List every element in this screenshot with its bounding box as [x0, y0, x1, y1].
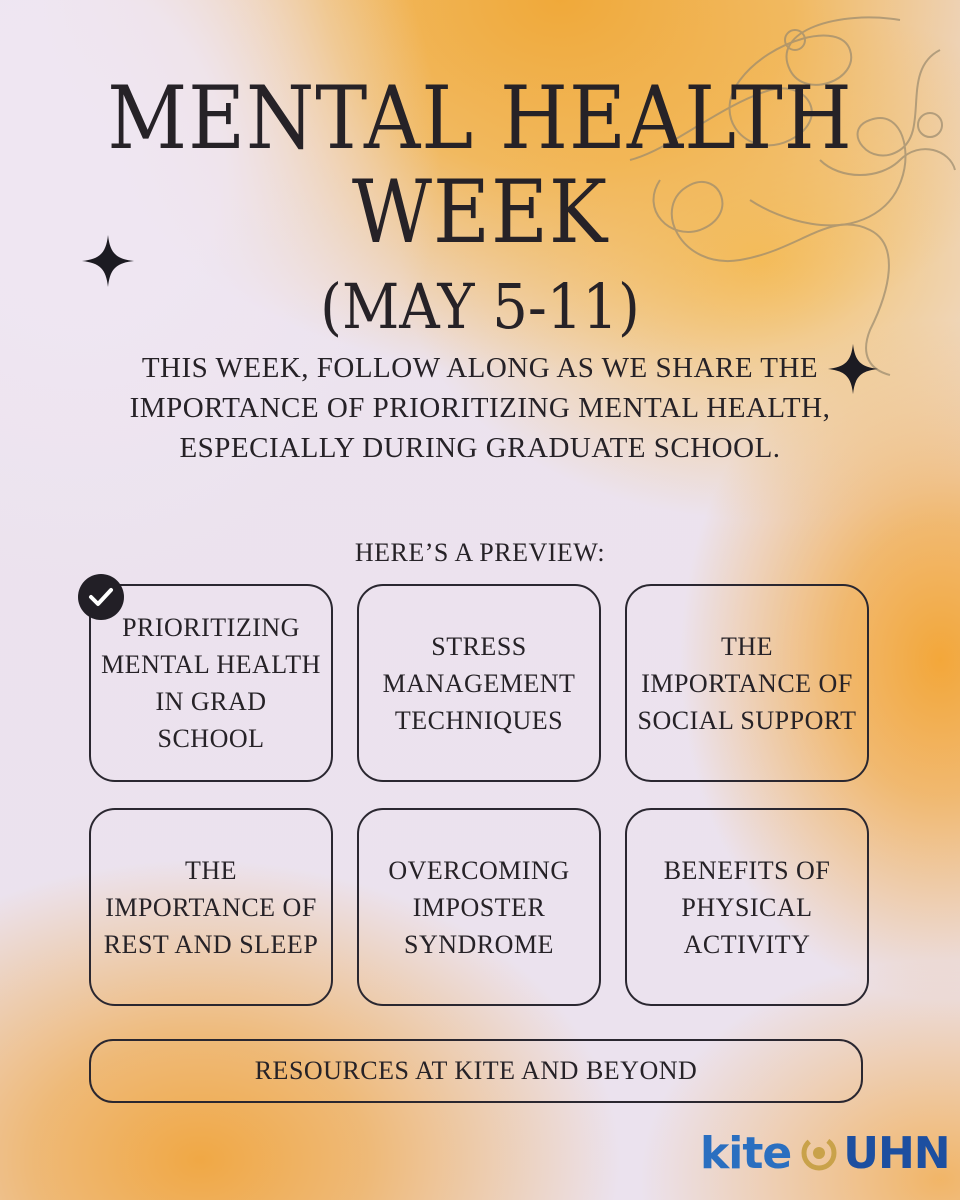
- resources-banner: RESOURCES AT KITE AND BEYOND: [89, 1039, 863, 1103]
- topic-label: [629, 852, 865, 963]
- intro-text: [80, 348, 880, 468]
- topic-card-prioritizing: [89, 584, 333, 782]
- topic-card-physical-activity: [625, 808, 869, 1006]
- logo-uhn-text: UHN: [843, 1127, 950, 1179]
- topic-line: PHYSICAL: [681, 892, 813, 922]
- kite-uhn-logo: [700, 1128, 950, 1178]
- intro-line-1: THIS WEEK, FOLLOW ALONG AS WE SHARE THE: [141, 352, 819, 384]
- topic-line: SOCIAL SUPPORT: [637, 705, 857, 735]
- title-line-1: MENTAL HEALTH: [107, 68, 853, 170]
- intro-line-3: ESPECIALLY DURING GRADUATE SCHOOL.: [179, 432, 781, 464]
- event-dates: (MAY 5-11): [320, 272, 640, 344]
- topic-line: PRIORITIZING: [122, 613, 300, 642]
- topic-line: IMPORTANCE OF: [641, 668, 853, 698]
- topic-card-rest-sleep: [89, 808, 333, 1006]
- topic-label: [629, 628, 865, 739]
- check-icon: [78, 574, 124, 620]
- intro-line-2: IMPORTANCE OF PRIORITIZING MENTAL HEALTH,: [129, 392, 831, 424]
- kite-swirl-icon: [797, 1131, 841, 1175]
- logo-kite-text: kite: [700, 1127, 792, 1179]
- topic-line: IMPORTANCE OF: [105, 892, 317, 922]
- topic-line: SYNDROME: [404, 929, 554, 959]
- preview-heading: HERE’S A PREVIEW:: [354, 538, 606, 567]
- topic-card-social-support: [625, 584, 869, 782]
- topic-line: IN GRAD: [155, 687, 267, 716]
- topic-card-stress: [357, 584, 601, 782]
- topic-line: BENEFITS OF: [663, 855, 831, 885]
- topic-line: STRESS: [431, 631, 527, 661]
- title-line-2: WEEK: [351, 162, 609, 264]
- topic-label: [93, 609, 329, 757]
- topic-line: THE: [184, 855, 238, 885]
- topic-line: REST AND SLEEP: [103, 929, 319, 959]
- topic-line: MENTAL HEALTH: [101, 650, 321, 679]
- topic-line: ACTIVITY: [683, 929, 811, 959]
- topic-line: TECHNIQUES: [394, 705, 564, 735]
- topic-card-imposter: [357, 808, 601, 1006]
- page-title: [0, 68, 960, 264]
- topic-line: SCHOOL: [157, 724, 265, 753]
- topic-line: OVERCOMING: [388, 855, 570, 885]
- topic-line: MANAGEMENT: [382, 668, 576, 698]
- topic-label: [361, 852, 597, 963]
- topic-line: THE: [720, 631, 774, 661]
- topic-line: IMPOSTER: [412, 892, 546, 922]
- topic-label: [361, 628, 597, 739]
- topic-label: [93, 852, 329, 963]
